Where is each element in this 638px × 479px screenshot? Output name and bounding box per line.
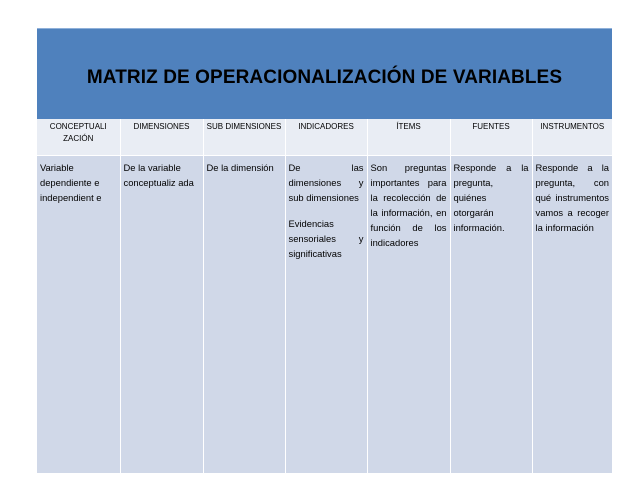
cell-items: Son preguntas importantes para la recolección de la información, en función de los indicadores (367, 156, 450, 474)
indicadores-text-1: De las dimensiones y sub dimensiones (288, 162, 364, 204)
cell-dimensiones: De la variable conceptualiz ada (120, 156, 203, 474)
header-dimensiones: DIMENSIONES (120, 119, 203, 156)
title-band (37, 28, 612, 120)
table-row (37, 156, 612, 474)
cell-indicadores (285, 156, 367, 474)
header-conceptualizacion: CONCEPTUALI ZACIÓN (37, 119, 120, 156)
indicadores-text-2: Evidencias sensoriales y significativas (288, 218, 364, 260)
operationalization-matrix (37, 119, 612, 473)
cell-conceptualizacion: Variable dependiente e independient e (37, 156, 120, 474)
header-items: ÍTEMS (367, 119, 450, 156)
cell-instrumentos: Responde a la pregunta, con qué instrumentos vamos a recoger la información (532, 156, 612, 474)
header-subdimensiones: SUB DIMENSIONES (203, 119, 285, 156)
slide-title: MATRIZ DE OPERACIONALIZACIÓN DE VARIABLES (86, 66, 563, 88)
cell-fuentes: Responde a la pregunta, quiénes otorgarán información. (450, 156, 532, 474)
header-row (37, 119, 612, 156)
header-indicadores: INDICADORES (285, 119, 367, 156)
header-fuentes: FUENTES (450, 119, 532, 156)
cell-subdimensiones: De la dimensión (203, 156, 285, 474)
header-instrumentos: INSTRUMENTOS (532, 119, 612, 156)
